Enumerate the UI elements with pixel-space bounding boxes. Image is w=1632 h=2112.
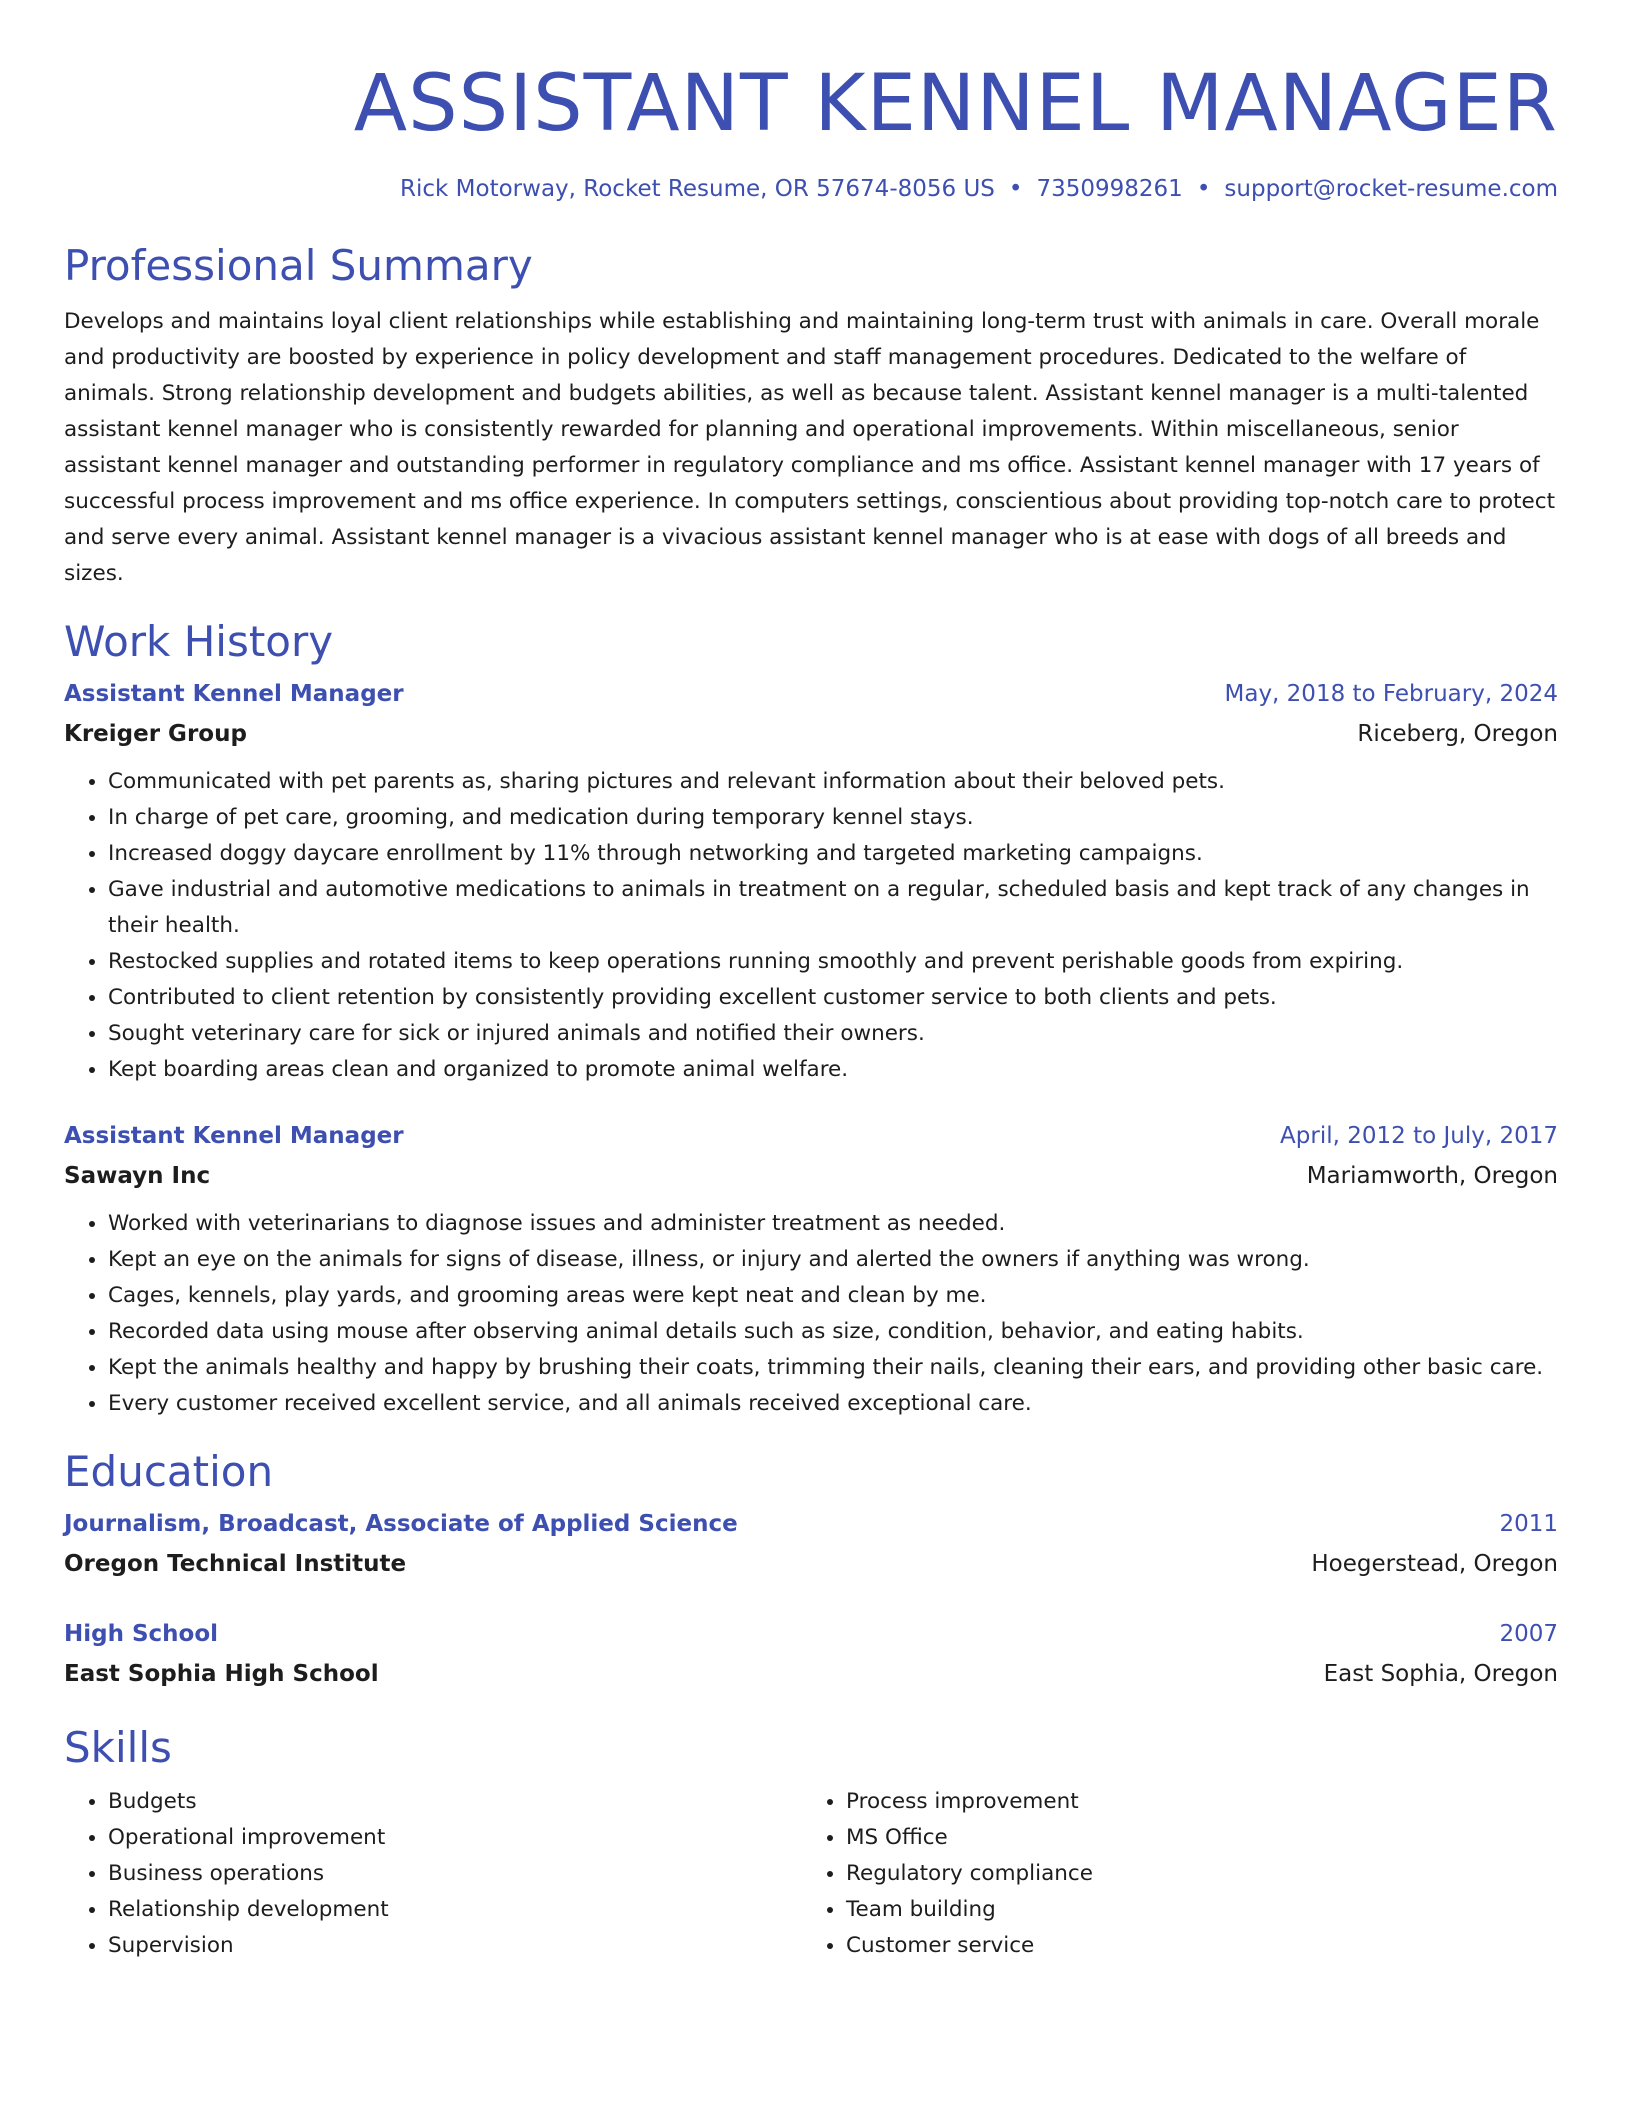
job-dates: May, 2018 to February, 2024 <box>1224 681 1558 707</box>
job-header-row <box>64 1116 1558 1156</box>
skill-item: • Operational improvement <box>108 1820 802 1856</box>
job-dates: April, 2012 to July, 2017 <box>1280 1123 1558 1149</box>
skill-item: • MS Office <box>846 1820 1540 1856</box>
education-year: 2011 <box>1499 1511 1558 1537</box>
resume-header <box>64 58 1558 204</box>
skills-list <box>802 1784 1540 1964</box>
skill-item: • Regulatory compliance <box>846 1856 1540 1892</box>
skill-item: • Business operations <box>108 1856 802 1892</box>
contact-separator: • <box>1196 176 1211 202</box>
job-org-row <box>64 1156 1558 1196</box>
section-title-skills: Skills <box>64 1723 172 1772</box>
job-company: Sawayn Inc <box>64 1163 211 1189</box>
job-bullet: • Kept an eye on the animals for signs of disease, illness, or injury and alerted the owners if anything was wrong. <box>108 1242 1558 1278</box>
job-company: Kreiger Group <box>64 721 247 747</box>
job-entry <box>64 1116 1558 1422</box>
section-title-summary: Professional Summary <box>64 241 533 290</box>
job-bullet: • Increased doggy daycare enrollment by 11% through networking and targeted marketing campaigns. <box>108 836 1558 872</box>
job-bullet: • Contributed to client retention by consistently providing excellent customer service to both clients and pets. <box>108 980 1558 1016</box>
education-school: East Sophia High School <box>64 1661 379 1687</box>
job-bullets <box>64 764 1558 1088</box>
education-school-row <box>64 1544 1558 1584</box>
education-school-row <box>64 1654 1558 1694</box>
job-bullet: • Worked with veterinarians to diagnose issues and administer treatment as needed. <box>108 1206 1558 1242</box>
job-header-row <box>64 674 1558 714</box>
job-location: Riceberg, Oregon <box>1357 721 1558 747</box>
education-school: Oregon Technical Institute <box>64 1551 407 1577</box>
education-header-row <box>64 1504 1558 1544</box>
skill-item: • Process improvement <box>846 1784 1540 1820</box>
contact-line <box>64 174 1558 204</box>
job-bullet: • Restocked supplies and rotated items to keep operations running smoothly and prevent perishable goods from expiring. <box>108 944 1558 980</box>
education-location: Hoegerstead, Oregon <box>1311 1551 1558 1577</box>
education-location: East Sophia, Oregon <box>1323 1661 1558 1687</box>
contact-separator: • <box>1008 176 1023 202</box>
skill-item: • Supervision <box>108 1928 802 1964</box>
skills-column-left <box>64 1784 802 1964</box>
candidate-name: ASSISTANT KENNEL MANAGER <box>353 59 1558 149</box>
job-bullet: • Communicated with pet parents as, sharing pictures and relevant information about their beloved pets. <box>108 764 1558 800</box>
section-title-education: Education <box>64 1447 274 1496</box>
contact-phone: 7350998261 <box>1036 176 1183 202</box>
job-bullets <box>64 1206 1558 1422</box>
contact-address: Rick Motorway, Rocket Resume, OR 57674-8056 US <box>400 176 995 202</box>
job-bullet: • Gave industrial and automotive medications to animals in treatment on a regular, scheduled basis and kept track of any changes in their health. <box>108 872 1558 944</box>
education-header-row <box>64 1614 1558 1654</box>
summary-paragraph: Develops and maintains loyal client relationships while establishing and maintaining long-term trust with animals in care. Overall morale and productivity are boosted by experience in policy development and staff management procedures. Dedicated to the welfare of animals. Strong relationship development and budgets abilities, as well as because talent. Assistant kennel manager is a multi-talented assistant kennel manager who is consistently rewarded for planning and operational improvements. Within miscellaneous, senior assistant kennel manager and outstanding performer in regulatory compliance and ms office. Assistant kennel manager with 17 years of successful process improvement and ms office experience. In computers settings, conscientious about providing top-notch care to protect and serve every animal. Assistant kennel manager is a vivacious assistant kennel manager who is at ease with dogs of all breeds and sizes. <box>64 309 1556 586</box>
resume-page <box>64 0 1558 1964</box>
skill-item: • Team building <box>846 1892 1540 1928</box>
job-title: Assistant Kennel Manager <box>64 1123 404 1149</box>
skill-item: • Budgets <box>108 1784 802 1820</box>
job-bullet: • In charge of pet care, grooming, and medication during temporary kennel stays. <box>108 800 1558 836</box>
job-title: Assistant Kennel Manager <box>64 681 404 707</box>
job-org-row <box>64 714 1558 754</box>
job-bullet: • Sought veterinary care for sick or injured animals and notified their owners. <box>108 1016 1558 1052</box>
section-title-work-history: Work History <box>64 617 334 666</box>
job-bullet: • Cages, kennels, play yards, and grooming areas were kept neat and clean by me. <box>108 1278 1558 1314</box>
job-bullet: • Kept boarding areas clean and organized to promote animal welfare. <box>108 1052 1558 1088</box>
education-year: 2007 <box>1499 1621 1558 1647</box>
job-entry <box>64 674 1558 1088</box>
skills-list <box>64 1784 802 1964</box>
skills-column-right <box>802 1784 1540 1964</box>
education-entry <box>64 1504 1558 1584</box>
skill-item: • Relationship development <box>108 1892 802 1928</box>
education-degree: High School <box>64 1621 219 1647</box>
contact-email[interactable]: support@rocket-resume.com <box>1224 176 1558 202</box>
job-bullet: • Kept the animals healthy and happy by brushing their coats, trimming their nails, cleaning their ears, and providing other basic care. <box>108 1350 1558 1386</box>
job-location: Mariamworth, Oregon <box>1306 1163 1558 1189</box>
skill-item: • Customer service <box>846 1928 1540 1964</box>
education-entry <box>64 1614 1558 1694</box>
job-bullet: • Every customer received excellent service, and all animals received exceptional care. <box>108 1386 1558 1422</box>
education-degree: Journalism, Broadcast, Associate of Applied Science <box>64 1511 738 1537</box>
job-bullet: • Recorded data using mouse after observing animal details such as size, condition, behavior, and eating habits. <box>108 1314 1558 1350</box>
skills-grid <box>64 1784 1558 1964</box>
